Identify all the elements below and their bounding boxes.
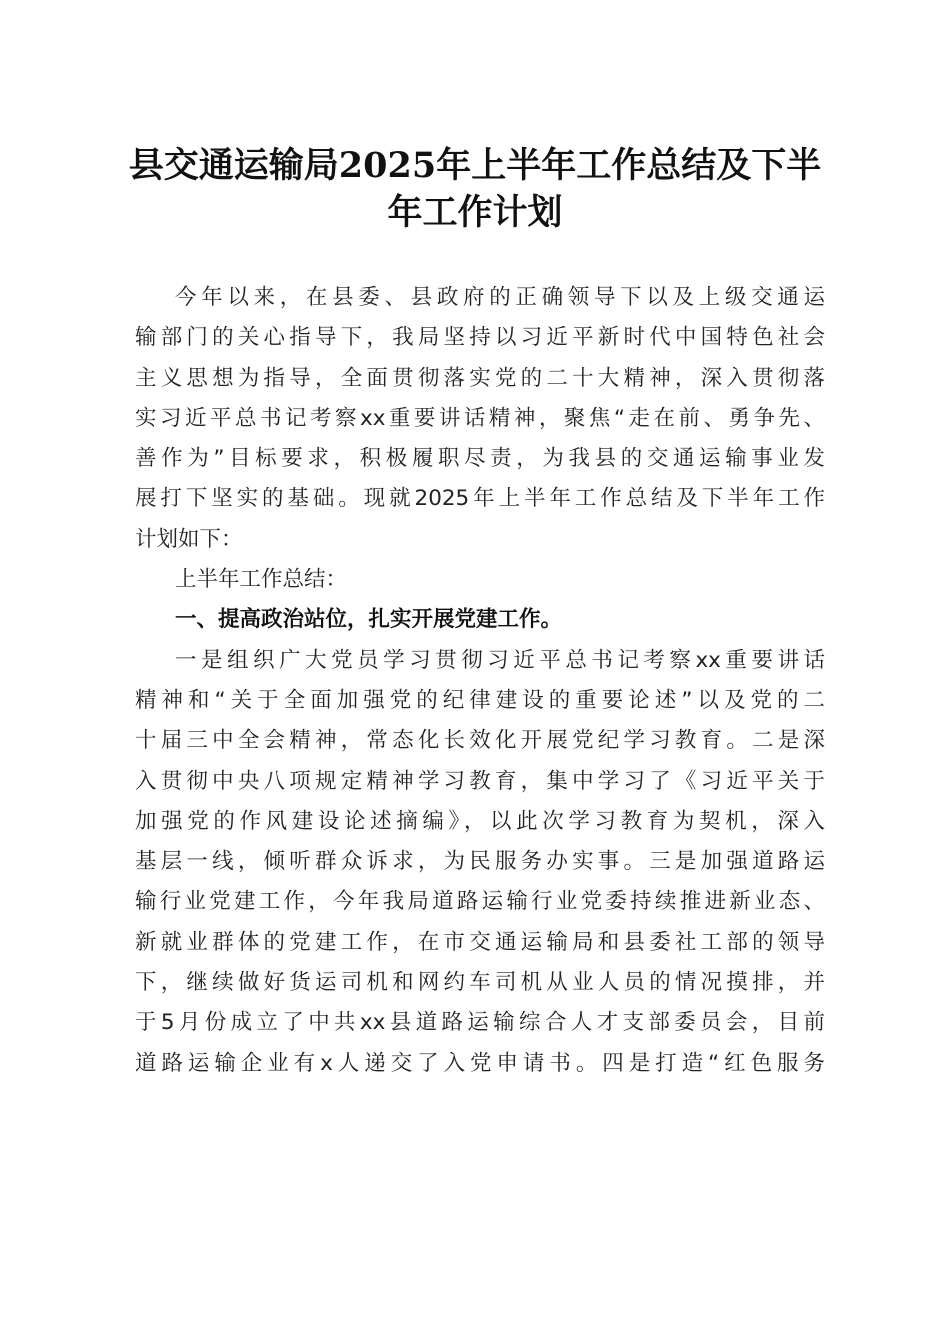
intro-line: 输部门的关心指导下，我局坚持以习近平新时代中国特色社会 bbox=[135, 325, 825, 351]
intro-line: 今年以来，在县委、县政府的正确领导下以及上级交通运 bbox=[175, 285, 825, 310]
paragraph-line: 入贯彻中央八项规定精神学习教育，集中学习了《习近平关于 bbox=[135, 768, 825, 794]
section-label: 上半年工作总结： bbox=[175, 567, 348, 593]
paragraph-line: 十届三中全会精神，常态化长效化开展党纪学习教育。二是深 bbox=[135, 728, 825, 754]
intro-line: 展打下坚实的基础。现就2025年上半年工作总结及下半年工作 bbox=[135, 486, 825, 512]
paragraph-line: 下，继续做好货运司机和网约车司机从业人员的情况摸排，并 bbox=[135, 970, 825, 996]
intro-line: 计划如下： bbox=[135, 526, 243, 552]
document-body bbox=[135, 278, 825, 1084]
paragraph-line: 道路运输企业有x人递交了入党申请书。四是打造“红色服务 bbox=[135, 1050, 825, 1076]
paragraph-line: 新就业群体的党建工作，在市交通运输局和县委社工部的领导 bbox=[135, 929, 825, 955]
document-title-line-1: 县交通运输局2025年上半年工作总结及下半 bbox=[128, 145, 822, 186]
intro-line: 主义思想为指导，全面贯彻落实党的二十大精神，深入贯彻落 bbox=[135, 365, 825, 391]
intro-line: 善作为”目标要求，积极履职尽责，为我县的交通运输事业发 bbox=[135, 446, 825, 472]
paragraph-line: 一是组织广大党员学习贯彻习近平总书记考察xx重要讲话 bbox=[175, 647, 825, 673]
paragraph-line: 加强党的作风建设论述摘编》，以此次学习教育为契机，深入 bbox=[135, 808, 825, 834]
paragraph-line: 于5月份成立了中共xx县道路运输综合人才支部委员会，目前 bbox=[135, 1010, 825, 1036]
paragraph-line: 输行业党建工作，今年我局道路运输行业党委持续推进新业态、 bbox=[135, 889, 825, 915]
section-heading: 一、提高政治站位，扎实开展党建工作。 bbox=[175, 607, 563, 633]
paragraph-line: 基层一线，倾听群众诉求，为民服务办实事。三是加强道路运 bbox=[135, 849, 825, 875]
intro-line: 实习近平总书记考察xx重要讲话精神，聚焦“走在前、勇争先、 bbox=[135, 405, 825, 431]
paragraph-line: 精神和“关于全面加强党的纪律建设的重要论述”以及党的二 bbox=[135, 687, 825, 713]
document-title-line-2: 年工作计划 bbox=[387, 192, 563, 233]
